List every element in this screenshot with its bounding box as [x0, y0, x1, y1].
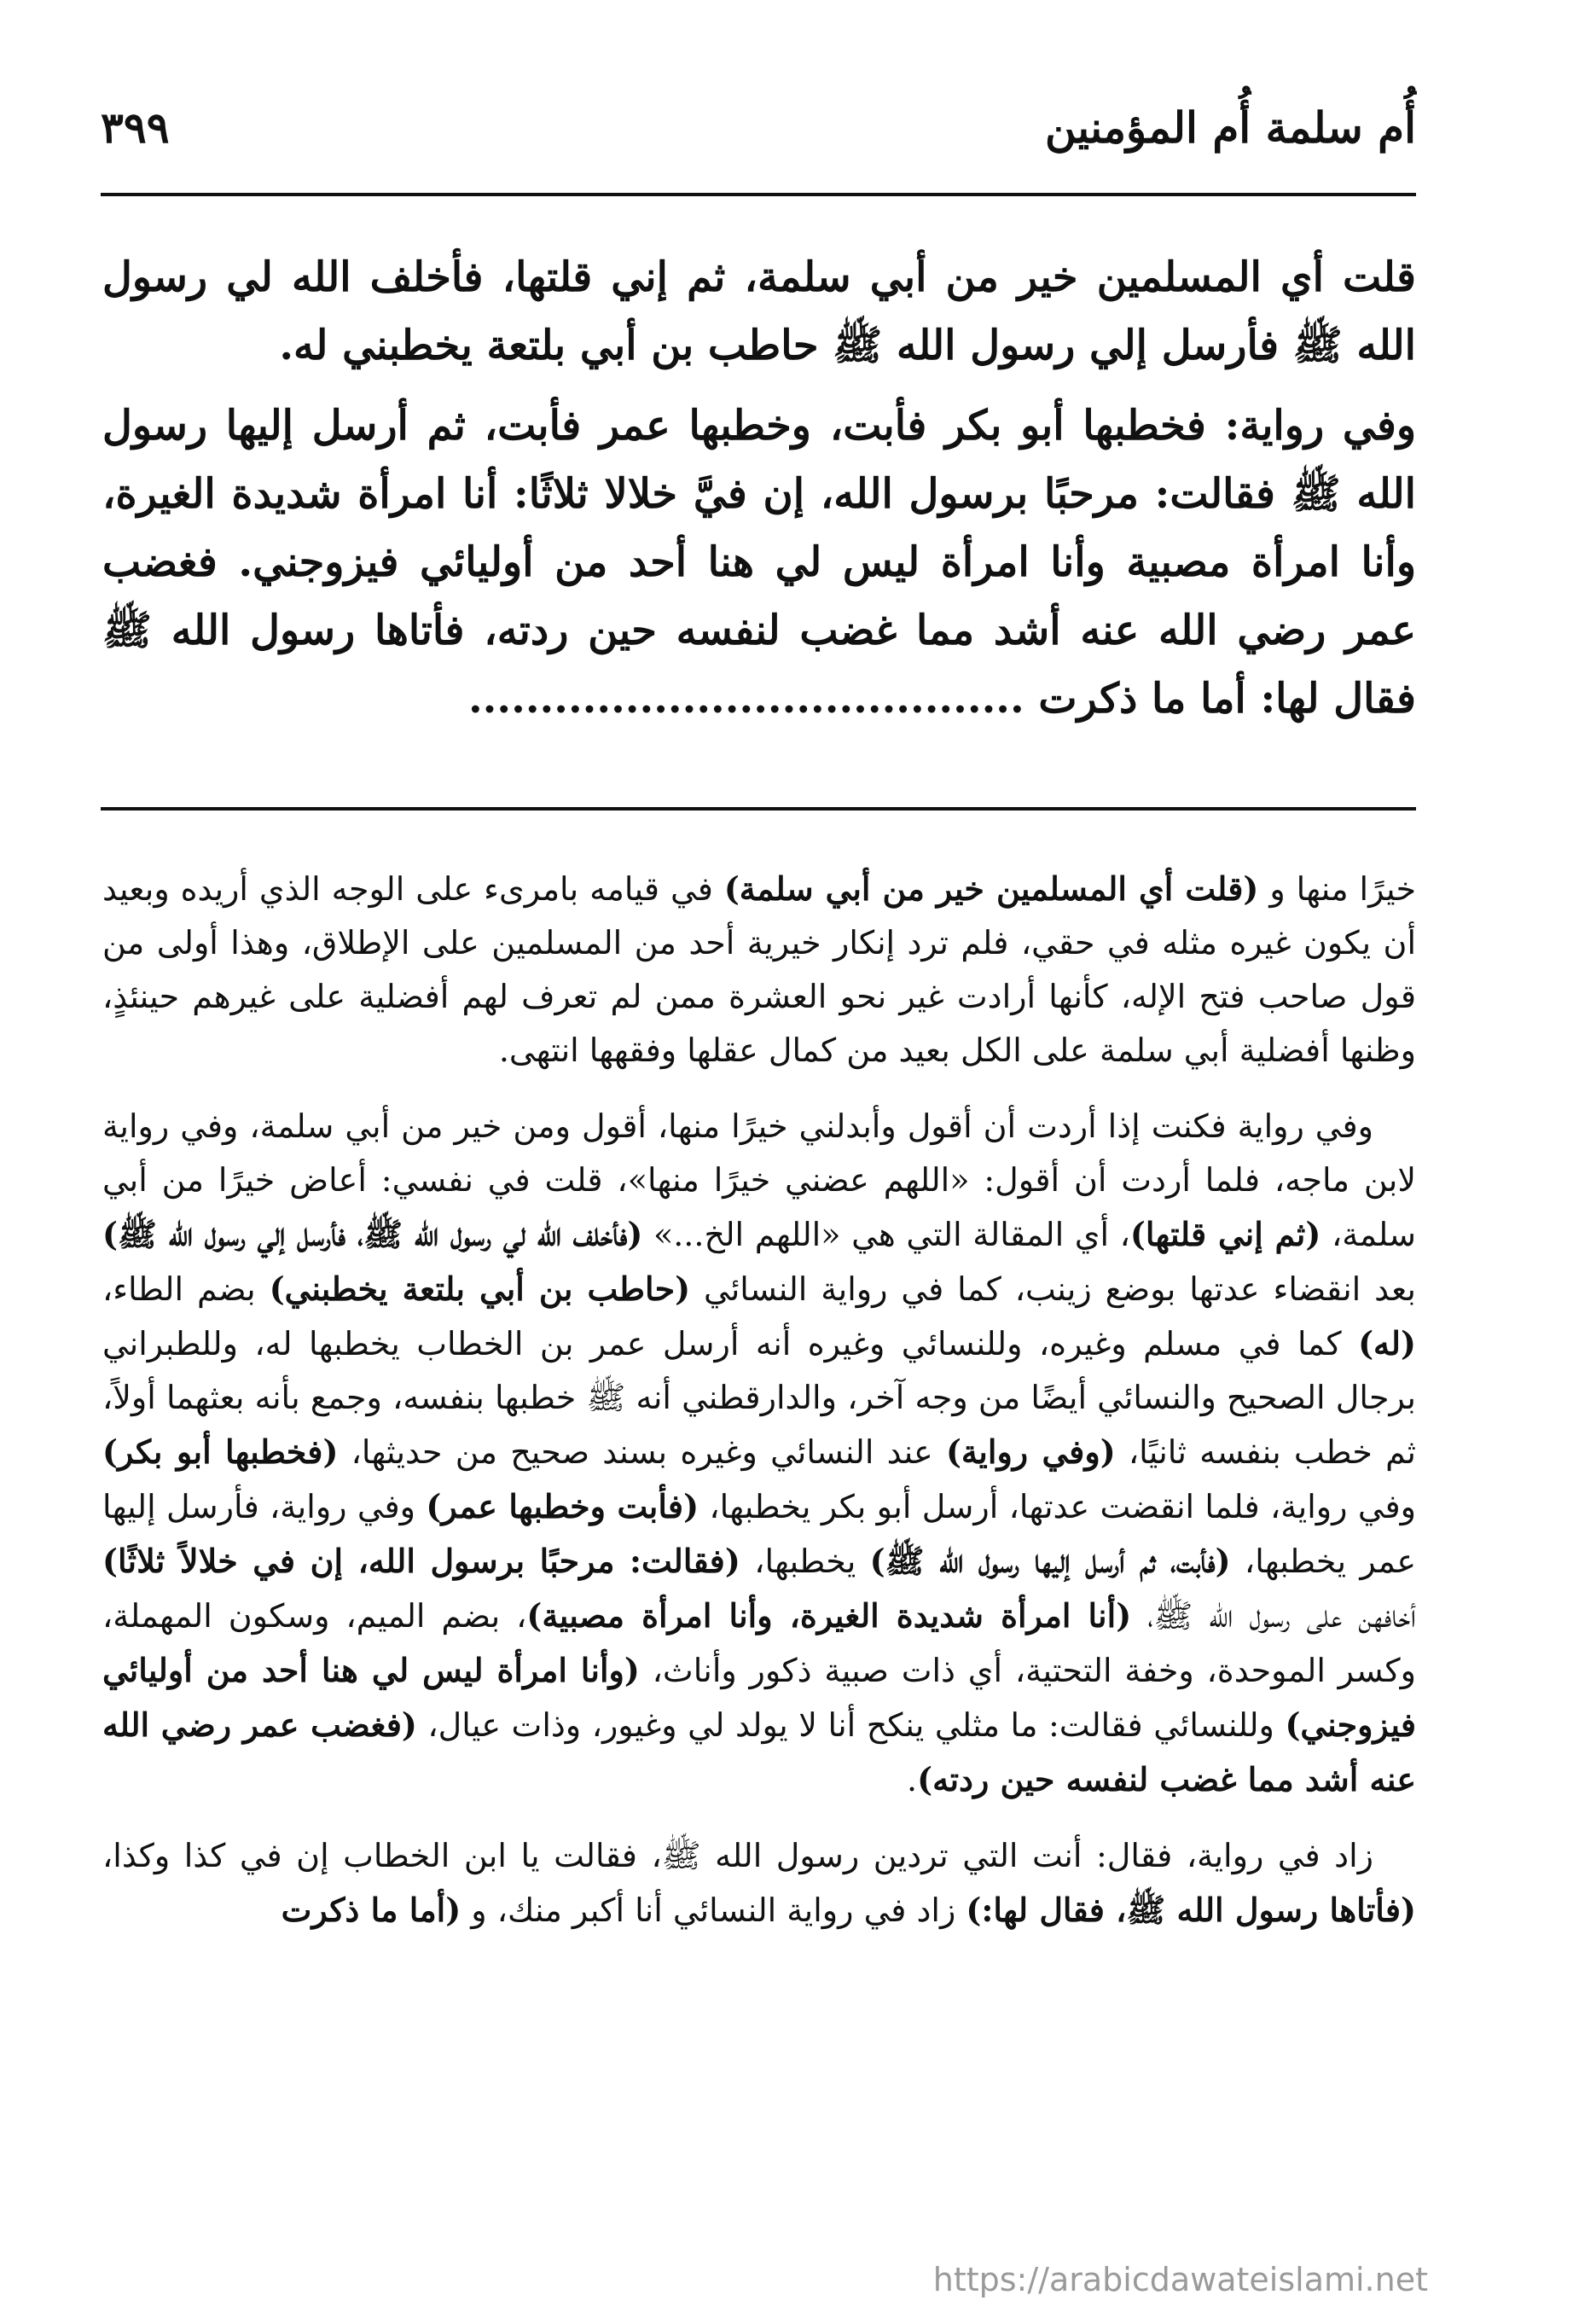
commentary-text: ، أي المقالة التي هي «اللهم الخ...» [642, 1216, 1130, 1253]
page-header [101, 102, 1416, 179]
separator-rule [101, 807, 1416, 810]
quoted-text: (فقالت: مرحبًا برسول الله، إن في خلالاً ثلاثًا) [102, 1542, 740, 1580]
main-paragraph-1: قلت أي المسلمين خير من أبي سلمة، ثم إني قلتها، فأخلف الله لي رسول الله ﷺ فأرسل إلي رسول الله ﷺ حاطب بن أبي بلتعة يخطبني له. [102, 253, 1417, 369]
commentary-paragraph-2 [102, 1100, 1416, 1807]
commentary-text: بعد انقضاء عدتها بوضع زينب، كما في رواية النسائي [690, 1270, 1416, 1308]
commentary-paragraph-1 [102, 862, 1416, 1078]
quoted-text: (فأبت، ثم أرسل إليها رسول الله ﷺ) [869, 1542, 1231, 1580]
quoted-text: (أما ما ذكرت [281, 1891, 461, 1929]
quoted-text: (وفي رواية) [945, 1432, 1116, 1471]
commentary-text: عند النسائي وغيره بسند صحيح من حديثها، [338, 1433, 946, 1471]
running-title: أُم سلمة أُم المؤمنين [1045, 102, 1416, 153]
commentary-text: يخطبها، [740, 1543, 870, 1580]
quoted-text: (وأنا امرأة ليس لي هنا أحد من أوليائي فيزوجني) [102, 1651, 1417, 1744]
quoted-text: (فغضب عمر رضي الله عنه أشد مما غضب لنفسه حين ردته) [102, 1705, 1416, 1798]
commentary-text: في قيامه بامرىء على الوجه الذي أريده وبعيد أن يكون غيره مثله في حقي، فلم ترد إنكار خيرية أحد من المسلمين على الإطلاق، وهذا أولى من قول صاحب فتح الإله، كأنها أرادت غير نحو العشرة ممن لم تعرف لهم أفضلية على غيرهم حينئذٍ، وظنها أفضلية أبي سلمة على الكل بعيد من كمال عقلها وفقهها انتهى. [102, 870, 1416, 1069]
quoted-text: (فأبت وخطبها عمر) [426, 1487, 699, 1525]
header-rule [101, 193, 1416, 196]
quoted-text: (قلت أي المسلمين خير من أبي سلمة) [723, 869, 1259, 908]
page-number: ٣٩٩ [101, 102, 170, 153]
quoted-text: (حاطب بن أبي بلتعة يخطبني) [269, 1269, 691, 1308]
commentary-text: زاد في رواية النسائي أنا أكبر منك، و [461, 1891, 966, 1929]
commentary-text: وفي رواية، فأرسل إليها عمر يخطبها، [102, 1488, 1417, 1580]
quoted-text: (أنا امرأة شديدة الغيرة، وأنا امرأة مصبية) [526, 1596, 1132, 1635]
commentary-text: زاد في رواية، فقال: أنت التي تردين رسول الله ﷺ، فقالت يا ابن الخطاب إن في كذا وكذا، [102, 1837, 1373, 1874]
quoted-text: (فأخلف الله لي رسول الله ﷺ، فأرسل إلي رسول الله ﷺ) [102, 1215, 643, 1253]
commentary [102, 862, 1416, 1960]
commentary-text: أخافهن على رسول الله ﷺ، [1131, 1597, 1417, 1635]
main-text [102, 243, 1416, 745]
commentary-text: . [907, 1761, 918, 1798]
quoted-text: (له) [1358, 1324, 1416, 1362]
commentary-text: وفي رواية، فلما انقضت عدتها، أرسل أبو بكر يخطبها، [699, 1488, 1417, 1525]
quoted-text: (فأتاها رسول الله ﷺ، فقال لها:) [966, 1891, 1416, 1929]
main-paragraph-2-text: وفي رواية: فخطبها أبو بكر فأبت، وخطبها عمر فأبت، ثم أرسل إليها رسول الله ﷺ فقالت: مرحبًا برسول الله، إن فيَّ خلالا ثلاثًا: أنا امرأة شديدة الغيرة، وأنا امرأة مصبية وأنا امرأة ليس لي هنا أحد من أوليائي فيزوجني. فغضب عمر رضي الله عنه أشد مما غضب لنفسه حين ردته، فأتاها رسول الله ﷺ فقال لها: أما ما ذكرت [102, 402, 1416, 723]
commentary-text: ، بضم الميم، وسكون المهملة، وكسر الموحدة، وخفة التحتية، أي ذات صبية ذكور وأناث، [102, 1597, 1416, 1689]
main-paragraph-2 [102, 392, 1416, 733]
commentary-text: وفي رواية فكنت إذا أردت أن أقول وأبدلني خيرًا منها، أقول ومن خير من أبي سلمة، وفي رواية لابن ماجه، فلما أردت أن أقول: «اللهم عضني خيرًا منها»، قلت في نفسي: أعاض خيرًا من أبي سلمة، [102, 1107, 1416, 1253]
commentary-paragraph-3 [102, 1829, 1416, 1938]
commentary-text: كما في مسلم وغيره، وللنسائي وغيره أنه أرسل عمر بن الخطاب يخطبها له، وللطبراني برجال الصحيح والنسائي أيضًا من وجه آخر، والدارقطني أنه ﷺ خطبها بنفسه، وجمع بأنه بعثهما أولاً، ثم خطب بنفسه ثانيًا، [102, 1325, 1416, 1471]
commentary-text: وللنسائي فقالت: ما مثلي ينكح أنا لا يولد لي وغيور، وذات عيال، [416, 1706, 1286, 1744]
commentary-text: خيرًا منها و [1258, 870, 1417, 908]
quoted-text: (فخطبها أبو بكر) [102, 1432, 339, 1471]
watermark-url: https://arabicdawateislami.net [932, 2261, 1428, 2298]
ellipsis-dots: ....................................... [467, 675, 1024, 723]
quoted-text: (ثم إني قلتها) [1129, 1215, 1321, 1253]
commentary-text: بضم الطاء، [102, 1270, 270, 1308]
